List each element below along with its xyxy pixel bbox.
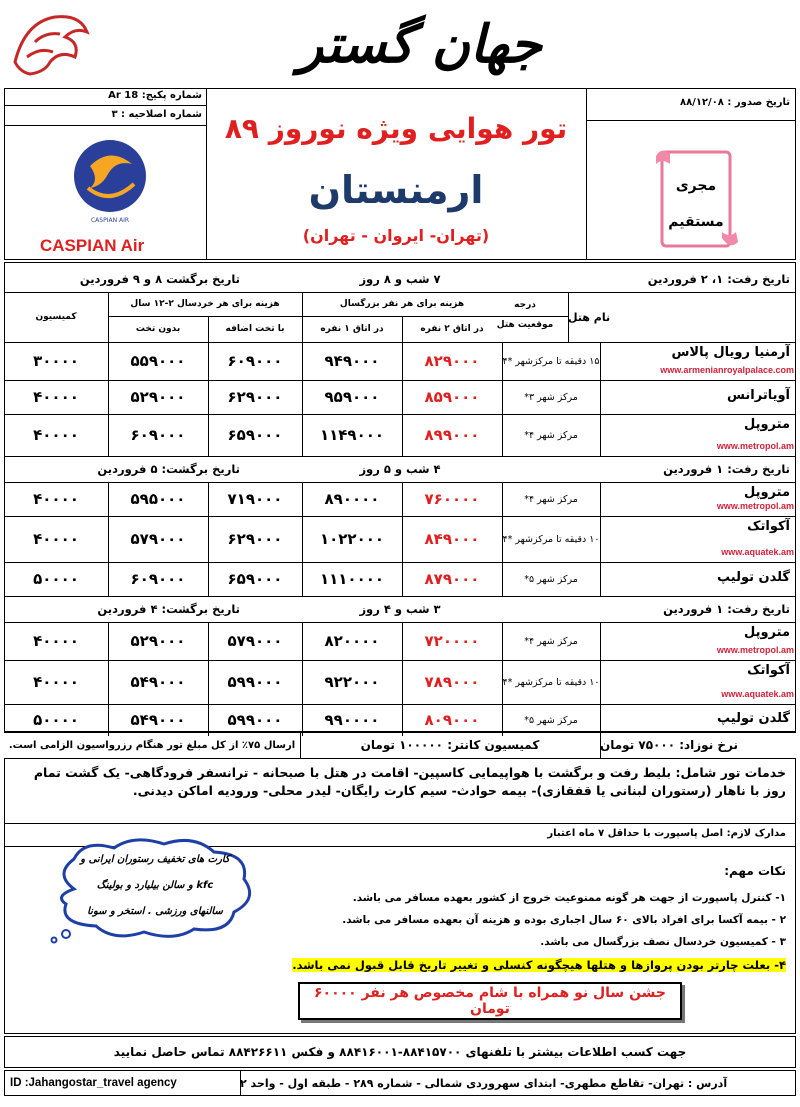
price-double: ۸۲۹۰۰۰ (424, 352, 480, 370)
section2-return: تاریخ برگشت: ۵ فروردین (97, 462, 240, 476)
price-commission: ۴۰۰۰۰ (33, 632, 79, 650)
col-divider (600, 482, 601, 516)
note-4 (290, 958, 786, 972)
price-with-bed: ۵۷۹۰۰۰ (227, 632, 283, 650)
col-with-bed: با تخت اضافه (225, 324, 285, 334)
cloud-line2: kfc و سالن بیلیارد و بولینگ (96, 880, 214, 891)
price-with-bed: ۶۵۹۰۰۰ (227, 570, 283, 588)
price-single: ۱۱۱۰۰۰۰ (319, 570, 385, 588)
agency-tag-line2: مستقیم (668, 214, 724, 230)
hotel-location: مرکز شهر ۵* (524, 573, 578, 585)
notes-title: نکات مهم: (724, 864, 786, 878)
col-grade: درجه (514, 300, 536, 310)
hotel-location: ۱۰ دقیقه تا مرکزشهر *۴ (502, 676, 600, 688)
note-3: ۳ - کمیسیون خردسال نصف بزرگسال می باشد. (540, 936, 786, 948)
issue-date: تاریخ صدور : ۸۸/۱۲/۰۸ (679, 97, 790, 108)
price-single: ۸۹۰۰۰۰ (324, 490, 380, 508)
hotel-location: مرکز شهر ۴* (524, 493, 578, 505)
price-single: ۹۴۹۰۰۰ (324, 352, 380, 370)
price-with-bed: ۶۲۹۰۰۰ (227, 530, 283, 548)
hotel-url[interactable]: www.armenianroyalpalace.com (660, 365, 794, 375)
price-single: ۸۲۰۰۰۰ (324, 632, 380, 650)
section1-duration: ۷ شب و ۸ روز (359, 272, 441, 286)
package-number: شماره پکیج: Ar 18 (108, 90, 202, 101)
price-single: ۱۰۲۲۰۰۰ (319, 530, 385, 548)
col-double: در اتاق ۲ نفره (420, 324, 484, 334)
col-divider (600, 414, 601, 456)
price-commission: ۵۰۰۰۰ (33, 570, 79, 588)
hotel-name: متروپل (743, 485, 790, 500)
contact-info: جهت کسب اطلاعات بیشتر با تلفنهای ۸۸۴۱۵۷۰۰-۸۸۴۱۶۰۰۱ و فکس ۸۸۴۲۶۶۱۱ تماس حاصل نمایید (113, 1045, 687, 1059)
hotel-location: مرکز شهر ۵* (524, 714, 578, 726)
price-with-bed: ۶۰۹۰۰۰ (227, 352, 283, 370)
col-divider (600, 660, 601, 704)
price-double: ۸۷۹۰۰۰ (424, 570, 480, 588)
price-commission: ۴۰۰۰۰ (33, 426, 79, 444)
hotel-url[interactable]: www.metropol.am (716, 645, 794, 655)
price-no-bed: ۶۰۹۰۰۰ (130, 570, 186, 588)
col-divider (600, 562, 601, 596)
svg-text:CASPIAN AIR: CASPIAN AIR (90, 217, 130, 224)
infant-rate: نرخ نوزاد: ۷۵۰۰۰ تومان (600, 738, 738, 752)
price-double: ۸۴۹۰۰۰ (424, 530, 480, 548)
section2-departure: تاریخ رفت: ۱ فروردین (663, 462, 790, 476)
section-divider (4, 596, 796, 597)
section1-departure: تاریخ رفت: ۱، ۲ فروردین (647, 272, 790, 286)
price-no-bed: ۵۲۹۰۰۰ (130, 388, 186, 406)
hotel-location: مرکز شهر ۳* (524, 391, 578, 403)
cloud-line3: سالنهای ورزشی . استخر و سونا (87, 906, 223, 917)
price-double: ۸۵۹۰۰۰ (424, 388, 480, 406)
hotel-name: گلدن تولیپ (717, 711, 790, 726)
counter-commission: کمیسیون کانتر: ۱۰۰۰۰۰ تومان (360, 738, 540, 752)
section3-duration: ۳ شب و ۴ روز (359, 602, 441, 616)
price-single: ۹۲۲۰۰۰ (324, 673, 380, 691)
col-child: هزینه برای هر خردسال ۲-۱۲ سال (130, 299, 280, 309)
destination: ارمنستان (308, 168, 484, 212)
col-hotel: نام هتل (568, 310, 611, 324)
hotel-url[interactable]: www.aquatek.am (721, 547, 794, 557)
newyear-offer: جشن سال نو همراه با شام مخصوص هر نفر ۶۰۰۰۰ تومان (313, 985, 667, 1017)
agency-tag (652, 146, 740, 252)
price-single: ۹۹۰۰۰۰ (324, 711, 380, 729)
price-commission: ۵۰۰۰۰ (33, 711, 79, 729)
hotel-name: متروپل (743, 625, 790, 640)
price-with-bed: ۷۱۹۰۰۰ (227, 490, 283, 508)
deposit-note: ارسال ۷۵٪ از کل مبلغ تور هنگام رزرواسیون الزامی است. (8, 739, 296, 751)
price-double: ۷۶۰۰۰۰ (424, 490, 480, 508)
services-text: خدمات تور شامل: بلیط رفت و برگشت با هواپیمایی کاسپین- اقامت در هتل با صبحانه - ترانسفر فرودگاهی- یک گشت تمام روز با ناهار (رستوران لبنانی یا قفقازی)- بیمه حوادث- سیم کارت رایگان- لیدر محلی- ورودیه اماکن دیدنی. (33, 765, 786, 798)
hotel-location: مرکز شهر ۴* (524, 429, 578, 441)
hotel-url[interactable]: www.aquatek.am (721, 689, 794, 699)
price-double: ۷۸۹۰۰۰ (424, 673, 480, 691)
price-no-bed: ۵۹۵۰۰۰ (130, 490, 186, 508)
price-no-bed: ۵۵۹۰۰۰ (130, 352, 186, 370)
hotel-name: آکواتک (747, 663, 790, 678)
price-no-bed: ۶۰۹۰۰۰ (130, 426, 186, 444)
col-location: موقعیت هتل (496, 320, 554, 330)
hotel-location: ۱۵ دقیقه تا مرکزشهر *۴ (502, 355, 600, 367)
price-no-bed: ۵۲۹۰۰۰ (130, 632, 186, 650)
hotel-location: ۱۰ دقیقه تا مرکزشهر *۴ (502, 533, 600, 545)
note-4-text: ۴- بعلت چارتر بودن پروازها و هتلها هیچگونه کنسلی و تغییر تاریخ قابل قبول نمی باشد. (292, 958, 786, 972)
hotel-location: مرکز شهر ۴* (524, 635, 578, 647)
price-commission: ۴۰۰۰۰ (33, 490, 79, 508)
col-adult: هزینه برای هر نفر بزرگسال (339, 299, 465, 309)
price-commission: ۳۰۰۰۰ (33, 352, 79, 370)
note-1: ۱- کنترل پاسپورت از جهت هر گونه ممنوعیت خروج از کشور بعهده مسافر می باشد. (352, 892, 786, 904)
hotel-url[interactable]: www.metropol.am (716, 441, 794, 451)
price-double: ۸۰۹۰۰۰ (424, 711, 480, 729)
hotel-name: آکواتک (747, 519, 790, 534)
section3-departure: تاریخ رفت: ۱ فروردین (663, 602, 790, 616)
price-no-bed: ۵۴۹۰۰۰ (130, 673, 186, 691)
price-commission: ۴۰۰۰۰ (33, 673, 79, 691)
agency-tag-line1: مجری (675, 178, 717, 194)
revision-number: شماره اصلاحیه : ۳ (111, 109, 202, 120)
hotel-name: آرمنیا رویال پالاس (671, 345, 790, 360)
hotel-name: متروپل (743, 417, 790, 432)
col-divider (600, 380, 601, 414)
section1-return: تاریخ برگشت ۸ و ۹ فروردین (79, 272, 240, 286)
hotel-url[interactable]: www.metropol.am (716, 501, 794, 511)
price-with-bed: ۵۹۹۰۰۰ (227, 711, 283, 729)
note-2: ۲ - بیمه آکسا برای افراد بالای ۶۰ سال اجباری بوده و هزینه آن بعهده مسافر می باشد. (342, 914, 786, 926)
documents-required: مدارک لازم: اصل پاسپورت با حداقل ۷ ماه اعتبار (547, 828, 786, 839)
col-single: در اتاق ۱ نفره (320, 324, 384, 334)
airline-logo (60, 136, 160, 224)
price-commission: ۴۰۰۰۰ (33, 530, 79, 548)
price-with-bed: ۵۹۹۰۰۰ (227, 673, 283, 691)
price-single: ۱۱۴۹۰۰۰ (319, 426, 385, 444)
section3-return: تاریخ برگشت: ۴ فروردین (97, 602, 240, 616)
hotel-name: گلدن تولیپ (717, 570, 790, 585)
logo-emblem (5, 2, 95, 82)
brand-name: جهان گستر (298, 15, 542, 75)
section2-duration: ۴ شب و ۵ روز (359, 462, 441, 476)
cloud-line1: کارت های تخفیف رستوران ایرانی و (80, 854, 230, 865)
price-no-bed: ۵۷۹۰۰۰ (130, 530, 186, 548)
price-double: ۷۲۰۰۰۰ (424, 632, 480, 650)
price-single: ۹۵۹۰۰۰ (324, 388, 380, 406)
price-commission: ۴۰۰۰۰ (33, 388, 79, 406)
hotel-name: آویاترانس (727, 388, 790, 403)
route: (تهران- ایروان - تهران) (302, 226, 490, 245)
col-commission: کمیسیون (35, 312, 77, 322)
address: آدرس : تهران- تقاطع مطهری- ابتدای سهروردی شمالی - شماره ۲۸۹ - طبقه اول - واحد ۲ (240, 1076, 728, 1090)
col-divider (600, 622, 601, 660)
tour-title: تور هوایی ویژه نوروز ۸۹ (224, 112, 568, 145)
col-no-bed: بدون تخت (135, 324, 181, 334)
price-no-bed: ۵۴۹۰۰۰ (130, 711, 186, 729)
price-with-bed: ۶۵۹۰۰۰ (227, 426, 283, 444)
instagram-id: ID :Jahangostar_travel agency (10, 1077, 177, 1089)
col-divider (600, 342, 601, 380)
price-double: ۸۹۹۰۰۰ (424, 426, 480, 444)
col-divider (600, 516, 601, 562)
airline-name: CASPIAN Air (40, 236, 145, 255)
price-with-bed: ۶۲۹۰۰۰ (227, 388, 283, 406)
section-divider (4, 456, 796, 457)
